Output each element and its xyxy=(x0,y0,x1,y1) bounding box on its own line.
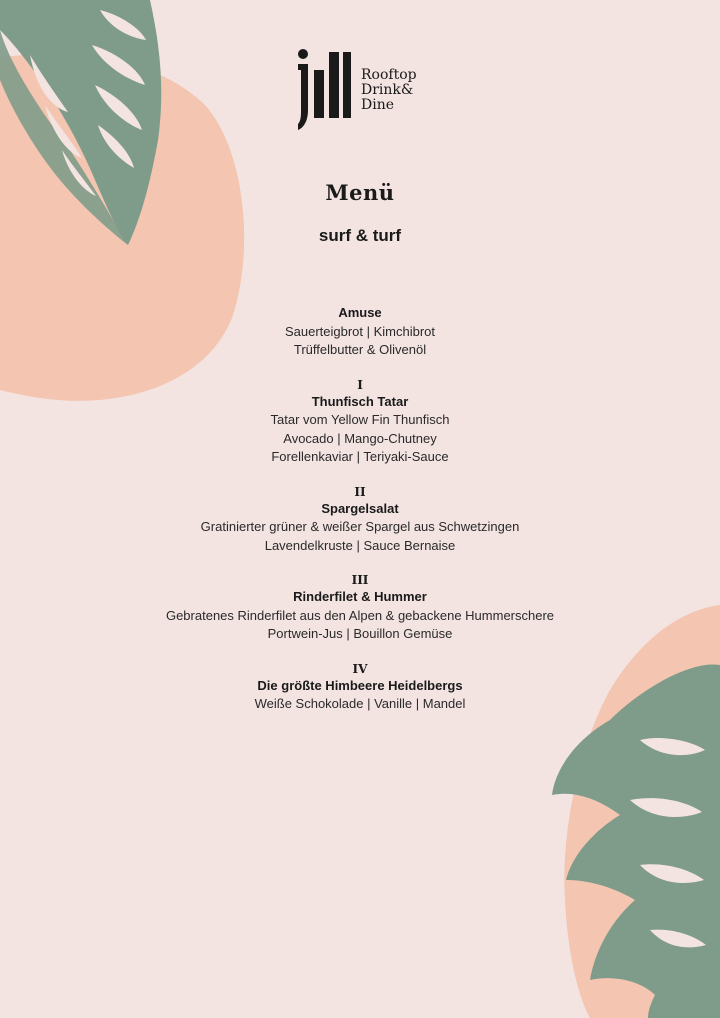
course-amuse xyxy=(0,304,720,360)
logo-line-3: Dine xyxy=(361,97,395,113)
course-numeral: I xyxy=(357,377,363,392)
course-line: Gebratenes Rinderfilet aus den Alpen & gebackene Hummerschere xyxy=(165,607,555,623)
course-line: Avocado | Mango-Chutney xyxy=(283,430,437,446)
course-3 xyxy=(0,572,720,644)
course-name: Thunfisch Tatar xyxy=(311,393,409,409)
course-line: Lavendelkruste | Sauce Bernaise xyxy=(264,537,456,553)
course-name: Amuse xyxy=(338,305,382,320)
jil-logo-mark xyxy=(297,48,357,130)
course-line: Weiße Schokolade | Vanille | Mandel xyxy=(254,696,466,711)
menu-subtitle: surf & turf xyxy=(318,226,402,245)
logo-line-1: Rooftop xyxy=(361,67,417,83)
course-name: Spargelsalat xyxy=(321,500,399,516)
course-line: Forellenkaviar | Teriyaki-Sauce xyxy=(271,449,449,464)
course-numeral: III xyxy=(351,573,369,587)
course-name: Rinderfilet & Hummer xyxy=(293,589,427,604)
course-2 xyxy=(0,484,720,556)
course-1 xyxy=(0,377,720,467)
course-name: Die größte Himbeere Heidelbergs xyxy=(257,677,463,693)
course-line: Sauerteigbrot | Kimchibrot xyxy=(284,323,436,339)
course-4 xyxy=(0,661,720,714)
course-line: Portwein-Jus | Bouillon Gemüse xyxy=(267,626,453,641)
course-line: Trüffelbutter & Olivenöl xyxy=(293,342,427,357)
brand-logo xyxy=(297,48,437,130)
course-line: Tatar vom Yellow Fin Thunfisch xyxy=(270,412,450,427)
menu-courses xyxy=(0,304,720,731)
course-numeral: IV xyxy=(352,661,368,676)
menu-title: Menü xyxy=(325,180,395,205)
course-line: Gratinierter grüner & weißer Spargel aus Schwetzingen xyxy=(200,519,520,534)
course-numeral: II xyxy=(354,484,366,499)
logo-wordmark xyxy=(361,68,417,113)
logo-line-2: Drink& xyxy=(361,82,414,98)
